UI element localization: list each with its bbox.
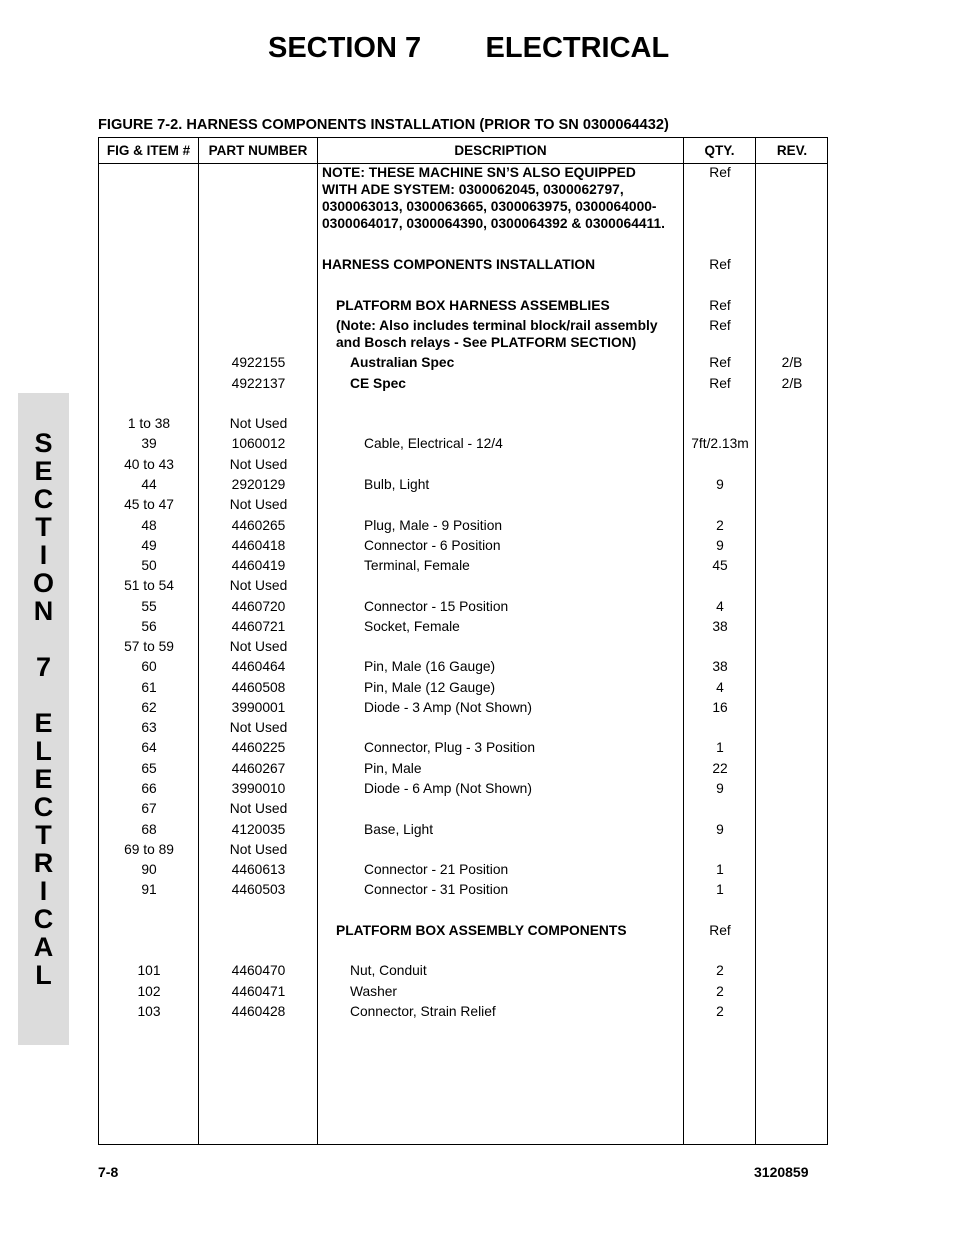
note-qty: Ref (709, 165, 731, 180)
fig-item-cell: 102 (137, 984, 161, 999)
description-cell: Pin, Male (12 Gauge) (364, 680, 496, 695)
part-number-cell: Not Used (229, 801, 288, 816)
note-line: WITH ADE SYSTEM: 0300062045, 0300062797, (322, 182, 624, 197)
fig-item-cell: 62 (141, 700, 157, 715)
qty-cell: Ref (709, 355, 731, 370)
part-number-cell: 4922155 (231, 355, 286, 370)
description-cell: Australian Spec (350, 355, 455, 370)
side-tab-letter: N (33, 596, 54, 626)
description-cell: Base, Light (364, 822, 434, 837)
part-number-cell: 4460419 (231, 558, 286, 573)
fig-item-cell: 65 (141, 761, 157, 776)
part-number-cell: Not Used (229, 457, 288, 472)
header-rev: REV. (776, 143, 808, 158)
description-cell: Connector - 31 Position (364, 882, 509, 897)
side-tab-letter: E (34, 456, 53, 486)
part-number-cell: 4460470 (231, 963, 286, 978)
part-number-cell: Not Used (229, 639, 288, 654)
qty-cell: Ref (709, 318, 731, 333)
fig-item-cell: 101 (137, 963, 161, 978)
side-tab-letter: I (39, 876, 48, 906)
fig-item-cell: 90 (141, 862, 157, 877)
side-tab-letter: L (35, 960, 52, 990)
side-tab-letter: 7 (35, 652, 52, 682)
fig-item-cell: 60 (141, 659, 157, 674)
side-tab-letter: L (35, 736, 52, 766)
part-number-cell: 4460508 (231, 680, 286, 695)
rev-cell: 2/B (781, 376, 803, 391)
fig-item-cell: 50 (141, 558, 157, 573)
rev-cell: 2/B (781, 355, 803, 370)
description-cell: Plug, Male - 9 Position (364, 518, 503, 533)
part-number-cell: 4460267 (231, 761, 286, 776)
fig-item-cell: 69 to 89 (124, 842, 174, 857)
part-number-cell: 4460225 (231, 740, 286, 755)
part-number-cell: 1060012 (231, 436, 286, 451)
description-cell: Socket, Female (364, 619, 460, 634)
qty-cell: 9 (716, 822, 724, 837)
side-tab-letter: E (34, 708, 53, 738)
fig-item-cell: 63 (141, 720, 157, 735)
description-cell: (Note: Also includes terminal block/rail assembly (336, 318, 658, 333)
section-side-tab (18, 393, 69, 1045)
qty-cell: Ref (709, 376, 731, 391)
part-number-cell: 4460265 (231, 518, 286, 533)
qty-cell: 1 (716, 882, 724, 897)
fig-item-cell: 64 (141, 740, 157, 755)
header-qty: QTY. (704, 143, 735, 158)
qty-cell: 38 (712, 619, 728, 634)
fig-item-cell: 49 (141, 538, 157, 553)
qty-cell: 22 (712, 761, 728, 776)
description-cell: HARNESS COMPONENTS INSTALLATION (322, 257, 596, 272)
qty-cell: 45 (712, 558, 728, 573)
side-tab-letter: C (33, 792, 54, 822)
fig-item-cell: 40 to 43 (124, 457, 174, 472)
description-cell: PLATFORM BOX ASSEMBLY COMPONENTS (336, 923, 627, 938)
fig-item-cell: 55 (141, 599, 157, 614)
qty-cell: 2 (716, 518, 724, 533)
fig-item-cell: 68 (141, 822, 157, 837)
description-cell: Washer (350, 984, 398, 999)
qty-cell: 16 (712, 700, 728, 715)
qty-cell: 4 (716, 680, 724, 695)
qty-cell: 9 (716, 781, 724, 796)
description-cell: Cable, Electrical - 12/4 (364, 436, 503, 451)
description-cell: Connector - 15 Position (364, 599, 509, 614)
part-number-cell: 4460613 (231, 862, 286, 877)
part-number-cell: 4120035 (231, 822, 286, 837)
page-number: 7-8 (98, 1164, 119, 1180)
qty-cell: 9 (716, 538, 724, 553)
fig-item-cell: 48 (141, 518, 157, 533)
fig-item-cell: 45 to 47 (124, 497, 174, 512)
description-cell: Diode - 3 Amp (Not Shown) (364, 700, 532, 715)
qty-cell: Ref (709, 298, 731, 313)
fig-item-cell: 66 (141, 781, 157, 796)
part-number-cell: 3990001 (231, 700, 286, 715)
part-number-cell: 4460720 (231, 599, 286, 614)
part-number-cell: Not Used (229, 578, 288, 593)
side-tab-letter: C (33, 484, 54, 514)
part-number-cell: Not Used (229, 720, 288, 735)
part-number-cell: Not Used (229, 416, 288, 431)
fig-item-cell: 1 to 38 (127, 416, 171, 431)
part-number-cell: 4460428 (231, 1004, 286, 1019)
part-number-cell: 4460464 (231, 659, 286, 674)
qty-cell: 7ft/2.13m (691, 436, 749, 451)
side-tab-letter: R (33, 848, 54, 878)
qty-cell: 1 (716, 740, 724, 755)
side-tab-letter: O (32, 568, 54, 598)
fig-item-cell: 103 (137, 1004, 161, 1019)
fig-item-cell: 57 to 59 (124, 639, 174, 654)
part-number-cell: Not Used (229, 497, 288, 512)
description-cell: Bulb, Light (364, 477, 430, 492)
qty-cell: 9 (716, 477, 724, 492)
qty-cell: 2 (716, 1004, 724, 1019)
qty-cell: 38 (712, 659, 728, 674)
fig-item-cell: 67 (141, 801, 157, 816)
document-number: 3120859 (754, 1164, 809, 1180)
part-number-cell: 3990010 (231, 781, 286, 796)
qty-cell: Ref (709, 257, 731, 272)
side-tab-letter: E (34, 764, 53, 794)
part-number-cell: 2920129 (231, 477, 286, 492)
note-line: 0300064017, 0300064390, 0300064392 & 0300064411. (322, 216, 665, 231)
part-number-cell: 4460418 (231, 538, 286, 553)
fig-item-cell: 91 (141, 882, 157, 897)
fig-item-cell: 44 (141, 477, 157, 492)
part-number-cell: 4460503 (231, 882, 286, 897)
side-tab-letter: T (35, 512, 52, 542)
note-line: 0300063013, 0300063665, 0300063975, 0300064000- (322, 199, 657, 214)
section-title: SECTION 7 ELECTRICAL (268, 32, 670, 64)
part-number-cell: Not Used (229, 842, 288, 857)
side-tab-letter: A (33, 932, 54, 962)
fig-item-cell: 61 (141, 680, 157, 695)
part-number-cell: 4922137 (231, 376, 286, 391)
fig-item-cell: 56 (141, 619, 157, 634)
note-line: NOTE: THESE MACHINE SN’S ALSO EQUIPPED (322, 165, 636, 180)
side-tab-letter: C (33, 904, 54, 934)
part-number-cell: 4460721 (231, 619, 286, 634)
description-cell: Nut, Conduit (350, 963, 427, 978)
description-cell: Terminal, Female (364, 558, 470, 573)
qty-cell: Ref (709, 923, 731, 938)
parts-table (98, 137, 828, 1145)
description-cell: Diode - 6 Amp (Not Shown) (364, 781, 532, 796)
side-tab-letter: I (39, 540, 48, 570)
qty-cell: 4 (716, 599, 724, 614)
description-cell: CE Spec (350, 376, 406, 391)
fig-item-cell: 51 to 54 (124, 578, 174, 593)
part-number-cell: 4460471 (231, 984, 286, 999)
description-cell: PLATFORM BOX HARNESS ASSEMBLIES (336, 298, 610, 313)
qty-cell: 2 (716, 984, 724, 999)
header-fig-item: FIG & ITEM # (106, 143, 191, 158)
side-tab-letter: S (34, 428, 53, 458)
description-cell: Connector - 21 Position (364, 862, 509, 877)
description-cell: Connector, Strain Relief (350, 1004, 496, 1019)
fig-item-cell: 39 (141, 436, 157, 451)
side-tab-letter: T (35, 820, 52, 850)
description-cell: Pin, Male (16 Gauge) (364, 659, 496, 674)
figure-title: FIGURE 7-2. HARNESS COMPONENTS INSTALLATION (PRIOR TO SN 0300064432) (98, 117, 669, 133)
description-cell: Connector - 6 Position (364, 538, 501, 553)
description-cell: Connector, Plug - 3 Position (364, 740, 536, 755)
header-part-number: PART NUMBER (208, 143, 308, 158)
header-description: DESCRIPTION (454, 143, 547, 158)
qty-cell: 2 (716, 963, 724, 978)
description-cell: Pin, Male (364, 761, 422, 776)
description-cell: and Bosch relays - See PLATFORM SECTION) (336, 335, 637, 350)
qty-cell: 1 (716, 862, 724, 877)
